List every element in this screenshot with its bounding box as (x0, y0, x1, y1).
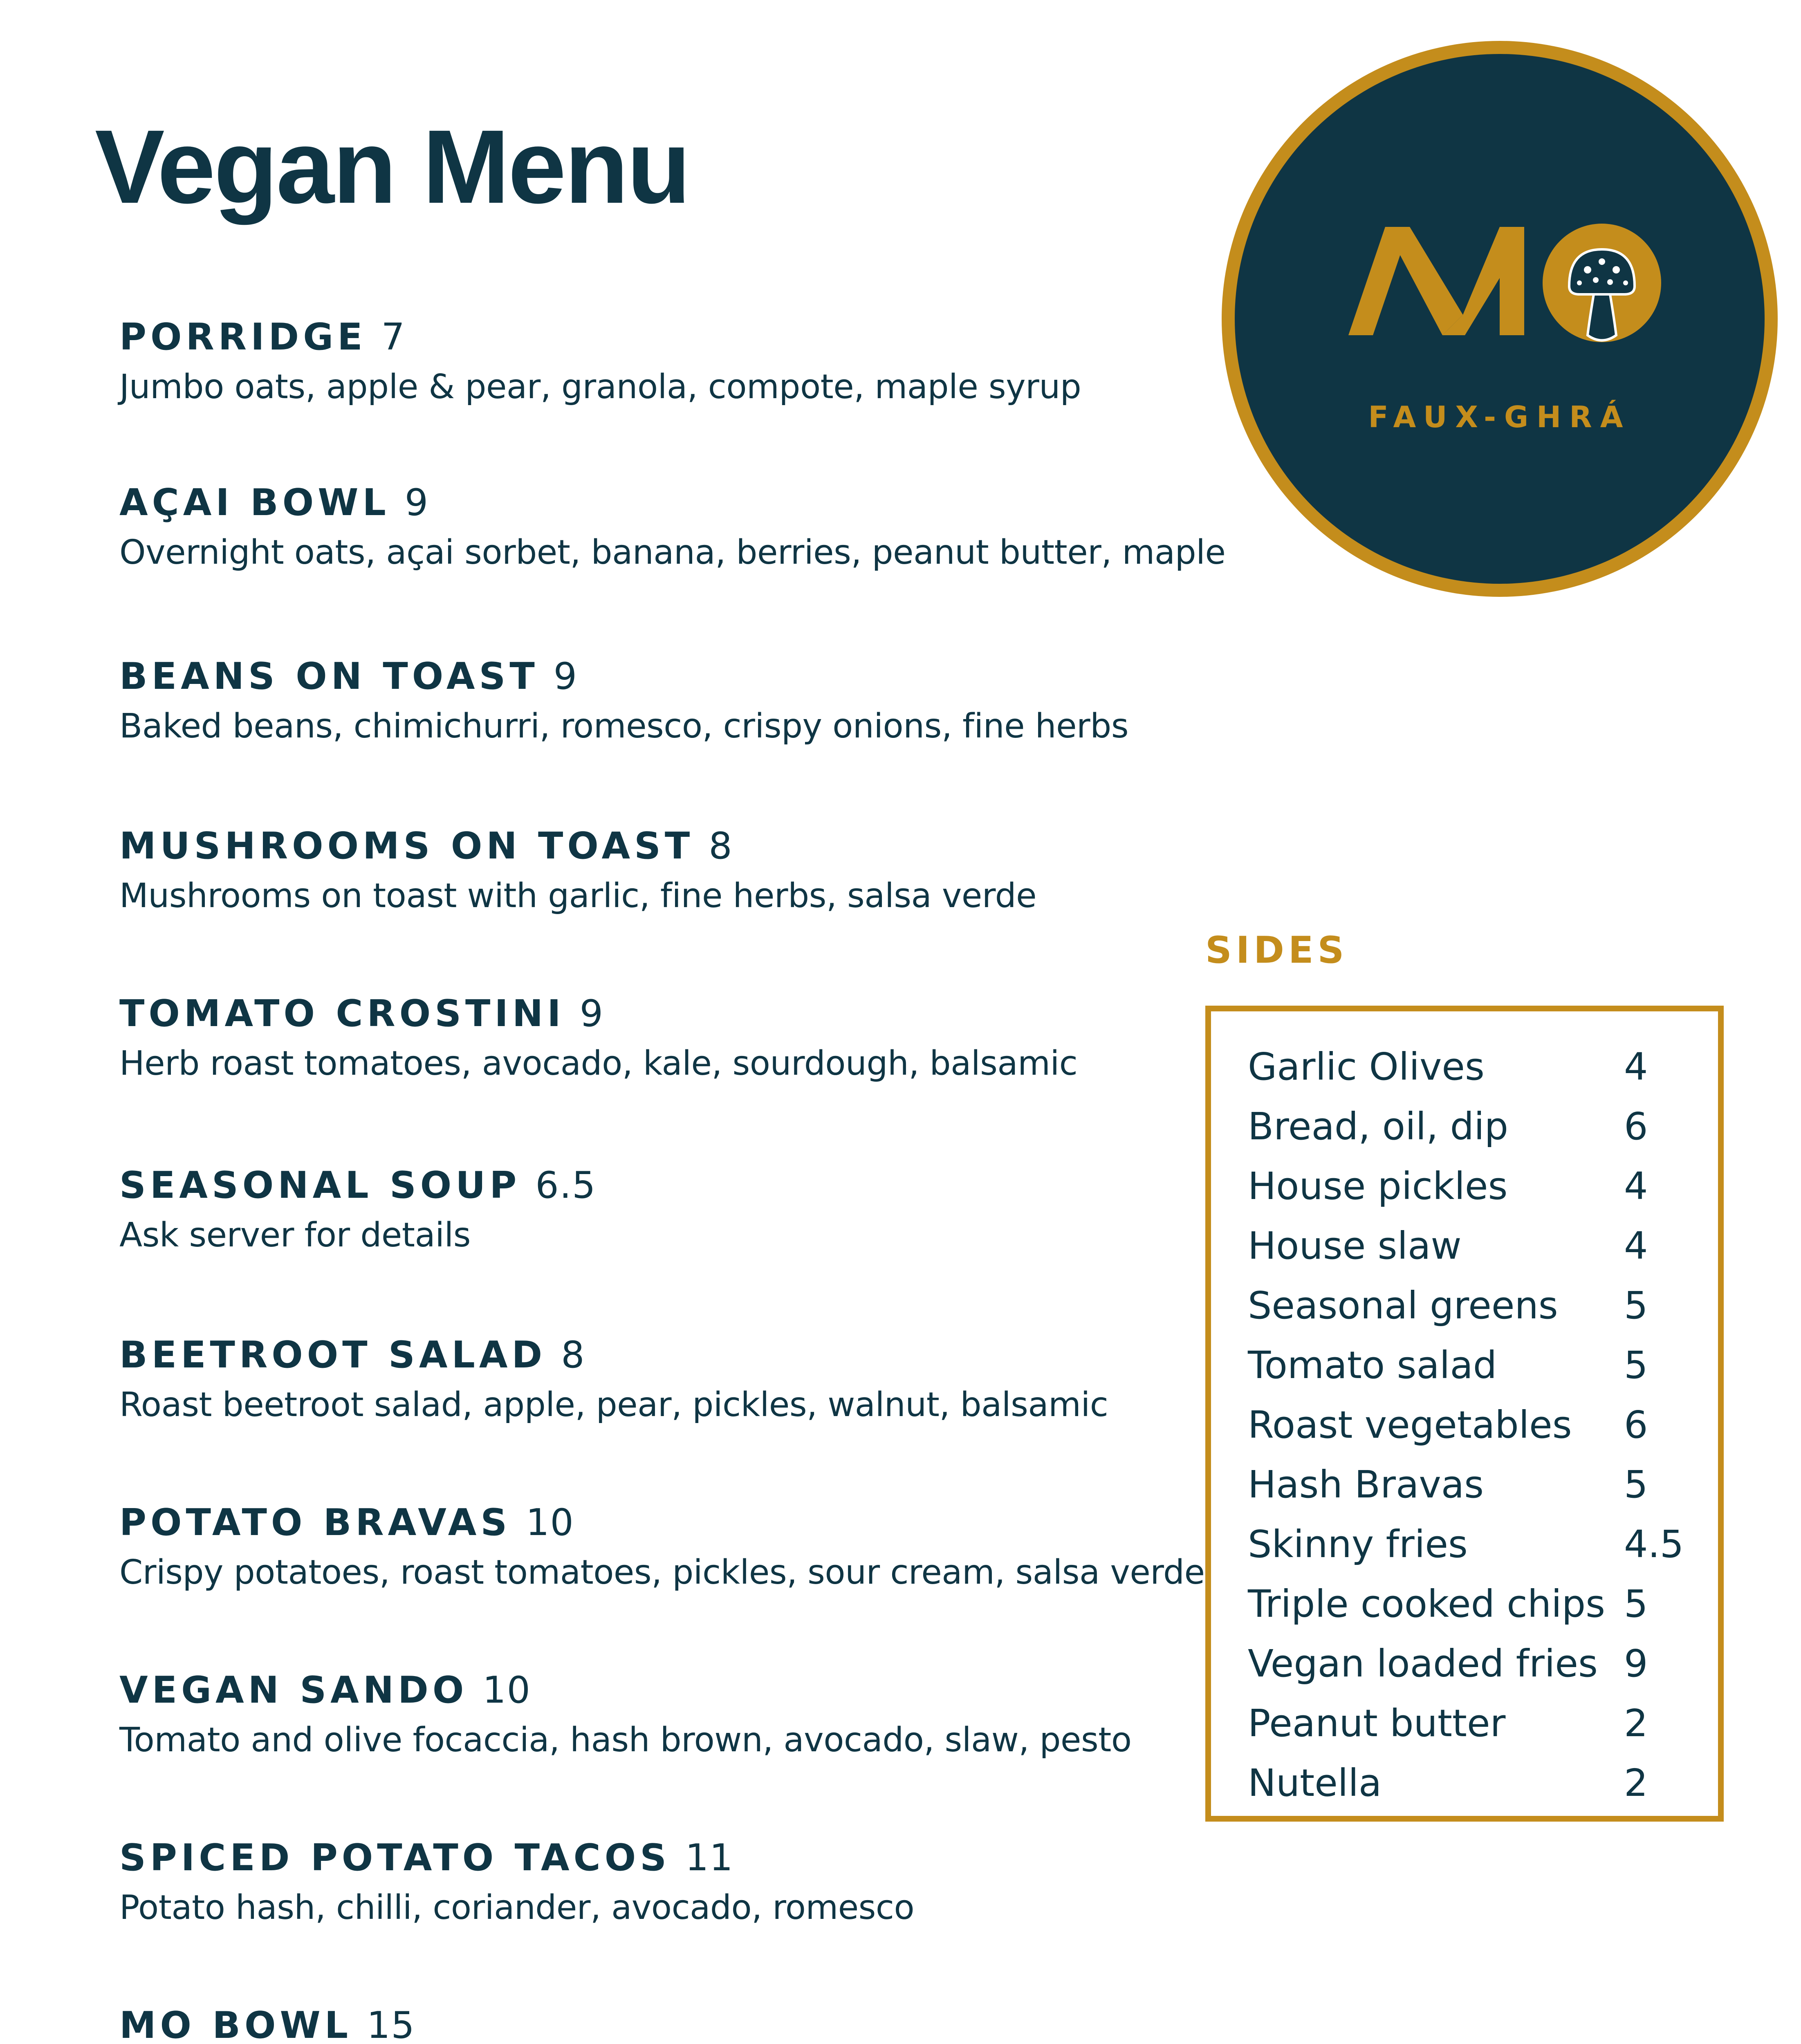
side-name: Hash Bravas (1248, 1463, 1484, 1506)
item-description: Ask server for details (119, 1216, 471, 1255)
side-item (1248, 1463, 1698, 1526)
item-name: TOMATO CROSTINI (119, 992, 565, 1035)
item-name: AÇAI BOWL (119, 481, 390, 524)
item-price: 9 (553, 655, 578, 698)
item-description: Tomato and olive focaccia, hash brown, avocado, slaw, pesto (119, 1721, 1132, 1759)
side-item (1248, 1284, 1698, 1347)
item-price: 8 (709, 825, 733, 867)
item-name: BEETROOT SALAD (119, 1334, 547, 1376)
menu-item-beans-on-toast (119, 655, 1509, 746)
side-name: Triple cooked chips (1248, 1582, 1606, 1626)
side-item (1248, 1105, 1698, 1168)
item-name: BEANS ON TOAST (119, 655, 539, 698)
side-price: 6 (1624, 1105, 1648, 1148)
menu-item-spiced-potato-tacos (119, 1836, 1509, 1927)
side-item (1248, 1224, 1698, 1287)
side-item (1248, 1343, 1698, 1406)
side-item (1248, 1701, 1698, 1764)
side-name: House slaw (1248, 1224, 1462, 1268)
side-name: Nutella (1248, 1761, 1382, 1805)
side-name: Bread, oil, dip (1248, 1105, 1509, 1148)
item-name: PORRIDGE (119, 316, 367, 359)
side-item (1248, 1164, 1698, 1227)
side-price: 4 (1624, 1045, 1648, 1089)
side-price: 9 (1624, 1642, 1648, 1685)
side-price: 5 (1624, 1343, 1648, 1387)
menu-item-porridge (119, 316, 1509, 406)
side-price: 5 (1624, 1582, 1648, 1626)
side-item (1248, 1522, 1698, 1585)
side-price: 6 (1624, 1403, 1648, 1447)
sides-heading: SIDES (1205, 929, 1348, 972)
side-item (1248, 1403, 1698, 1466)
side-price: 2 (1624, 1701, 1648, 1745)
sides-list (1248, 1045, 1698, 1824)
item-price: 11 (685, 1836, 734, 1879)
item-description: Roast beetroot salad, apple, pear, pickles, walnut, balsamic (119, 1385, 1108, 1424)
side-price: 4 (1624, 1224, 1648, 1268)
item-name: SEASONAL SOUP (119, 1164, 521, 1207)
item-description: Mushrooms on toast with garlic, fine herbs, salsa verde (119, 876, 1037, 915)
item-price: 9 (579, 992, 604, 1035)
side-name: Peanut butter (1248, 1701, 1506, 1745)
item-price: 6.5 (535, 1164, 597, 1207)
item-description: Crispy potatoes, roast tomatoes, pickles, sour cream, salsa verde (119, 1553, 1205, 1592)
item-price: 10 (526, 1501, 574, 1544)
item-name: POTATO BRAVAS (119, 1501, 511, 1544)
item-name: VEGAN SANDO (119, 1669, 468, 1712)
side-item (1248, 1582, 1698, 1645)
side-price: 5 (1624, 1284, 1648, 1327)
item-price: 9 (404, 481, 429, 524)
item-description: Baked beans, chimichurri, romesco, crispy onions, fine herbs (119, 707, 1129, 746)
side-name: Seasonal greens (1248, 1284, 1558, 1327)
item-price: 8 (561, 1334, 585, 1376)
menu-item-mushrooms-on-toast (119, 825, 1509, 915)
item-name: SPICED POTATO TACOS (119, 1836, 671, 1879)
side-price: 4.5 (1624, 1522, 1684, 1566)
side-name: Skinny fries (1248, 1522, 1468, 1566)
side-name: Tomato salad (1248, 1343, 1497, 1387)
side-price: 4 (1624, 1164, 1648, 1208)
item-description: Herb roast tomatoes, avocado, kale, sourdough, balsamic (119, 1044, 1078, 1083)
item-description: Jumbo oats, apple & pear, granola, compote, maple syrup (119, 368, 1081, 406)
item-name: MUSHROOMS ON TOAST (119, 825, 694, 867)
side-price: 2 (1624, 1761, 1648, 1805)
side-name: Garlic Olives (1248, 1045, 1485, 1089)
side-item (1248, 1761, 1698, 1824)
item-name: MO BOWL (119, 2004, 352, 2044)
side-name: Roast vegetables (1248, 1403, 1572, 1447)
item-price: 7 (381, 316, 406, 359)
side-item (1248, 1045, 1698, 1108)
item-description: Overnight oats, açai sorbet, banana, berries, peanut butter, maple (119, 533, 1226, 572)
menu-item-mo-bowl (119, 2004, 1509, 2044)
side-price: 5 (1624, 1463, 1648, 1506)
item-price: 15 (367, 2004, 415, 2044)
sides-box (1205, 1006, 1724, 1822)
menu-item-acai-bowl (119, 481, 1509, 572)
side-name: Vegan loaded fries (1248, 1642, 1598, 1685)
logo-subtitle: FAUX-GHRÁ (1368, 400, 1631, 434)
item-price: 10 (482, 1669, 531, 1712)
side-name: House pickles (1248, 1164, 1508, 1208)
page-title: Vegan Menu (95, 108, 689, 225)
item-description: Potato hash, chilli, coriander, avocado, romesco (119, 1888, 915, 1927)
side-item (1248, 1642, 1698, 1705)
